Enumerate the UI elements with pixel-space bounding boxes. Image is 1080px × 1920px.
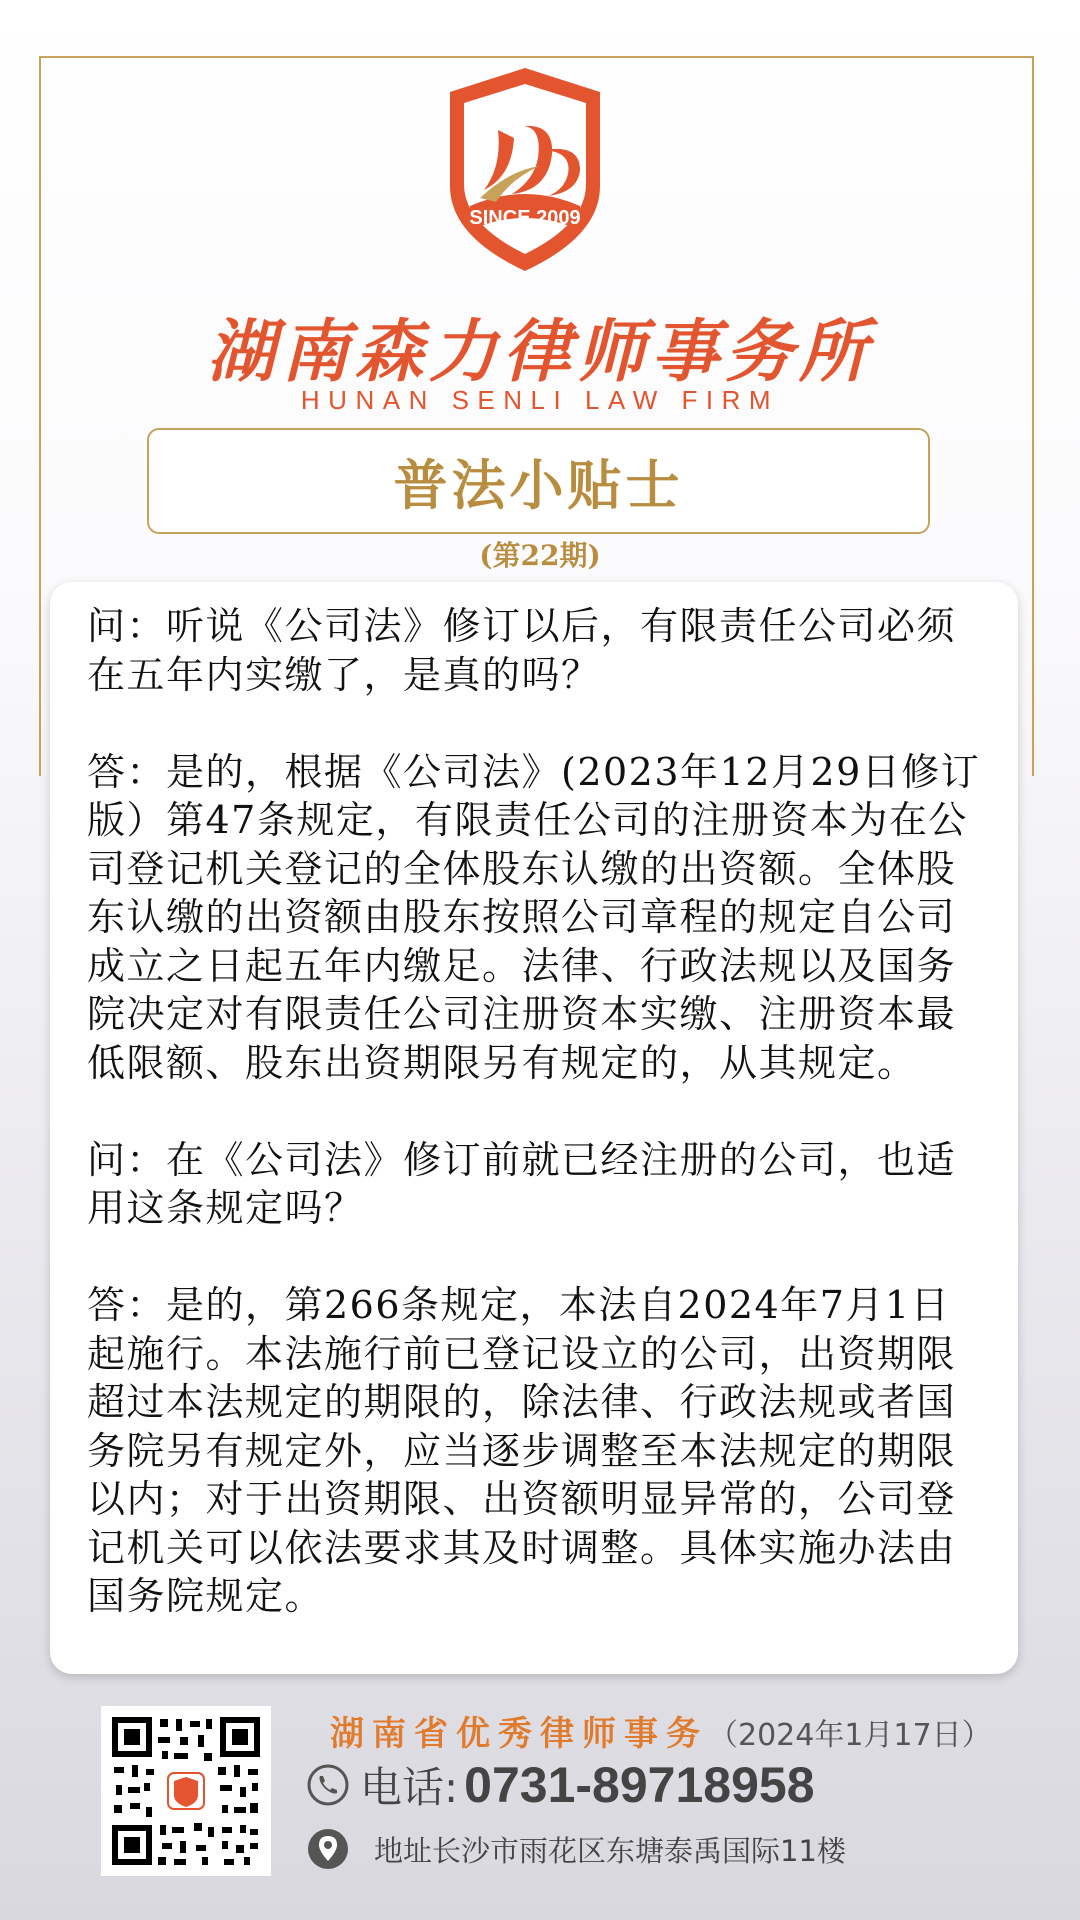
firm-name-cn: 湖南森力律师事务所 (206, 312, 873, 392)
award-line (330, 1706, 992, 1755)
issue-number: (第22期) (479, 539, 601, 572)
title-banner (147, 428, 930, 534)
answer-2: 答：是的，第266条规定，本法自2024年7月1日起施行。本法施行前已登记设立的公司，出资期限超过本法规定的期限的，除法律、行政法规或者国务院另有规定外，应当逐步调整至本法规定的期限以内；对于出资期限、出资额明显异常的，公司登记机关可以依法要求其及时调整。具体实施办法由国务院规定。 (87, 1283, 957, 1618)
law-firm-logo (440, 66, 610, 276)
location-pin-icon (306, 1827, 350, 1871)
phone-line (306, 1755, 815, 1815)
phone-number[interactable]: 0731-89718958 (464, 1757, 815, 1813)
page-title: 普法小贴士 (393, 452, 684, 517)
qa-card (50, 582, 1018, 1674)
address-line (306, 1824, 846, 1874)
question-2: 问：在《公司法》修订前就已经注册的公司，也适用这条规定吗？ (87, 1137, 957, 1230)
firm-name-en: HUNAN SENLI LAW FIRM (300, 385, 780, 415)
address-text: 地址长沙市雨花区东塘泰禹国际11楼 (374, 1833, 846, 1868)
award-date: （2024年1月17日） (708, 1718, 992, 1753)
award-text: 湖南省优秀律师事务 (330, 1714, 708, 1754)
logo-since-text: SINCE 2009 (469, 207, 581, 229)
qr-code-icon (110, 1715, 262, 1867)
answer-1: 答：是的，根据《公司法》(2023年12月29日修订版）第47条规定，有限责任公司的注册资本为在公司登记机关登记的全体股东认缴的出资额。全体股东认缴的出资额由股东按照公司章程的规定自公司成立之日起五年内缴足。法律、行政法规以及国务院决定对有限责任公司注册资本实缴、注册资本最低限额、股东出资期限另有规定的，从其规定。 (87, 749, 981, 1085)
phone-label: 电话: (360, 1763, 459, 1812)
qr-code[interactable] (101, 1706, 271, 1876)
phone-icon (306, 1763, 350, 1807)
question-1: 问：听说《公司法》修订以后，有限责任公司必须在五年内实缴了，是真的吗？ (87, 604, 957, 697)
